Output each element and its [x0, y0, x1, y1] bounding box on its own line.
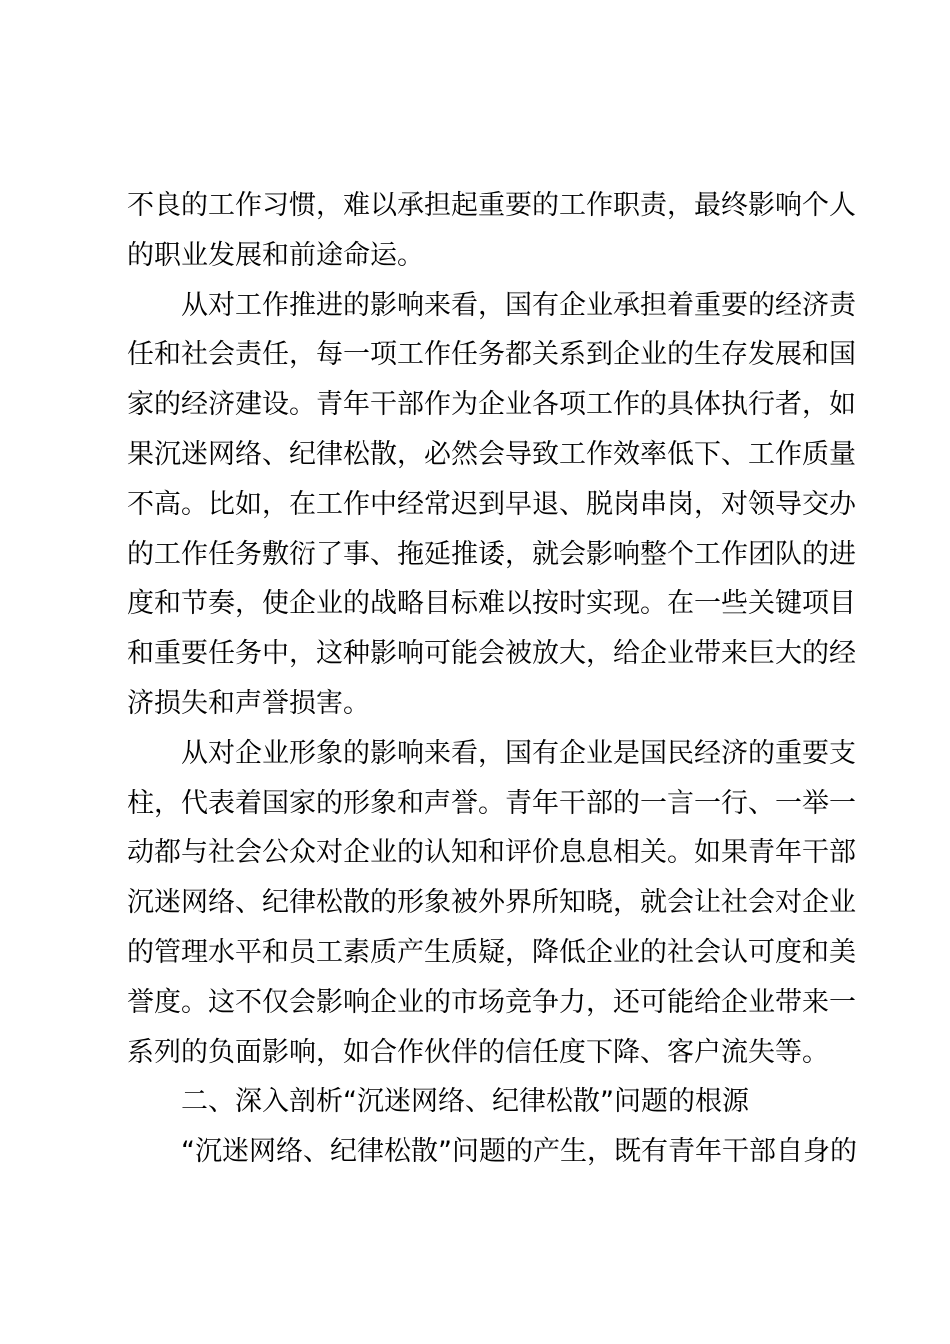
paragraph-line: 济损失和声誉损害。: [127, 687, 370, 719]
document-body: [127, 181, 857, 1177]
paragraph-line: 果沉迷网络、纪律松散，必然会导致工作效率低下、工作质量: [127, 438, 856, 470]
paragraph-line: 家的经济建设。青年干部作为企业各项工作的具体执行者，如: [127, 389, 856, 421]
paragraph-line: 誉度。这不仅会影响企业的市场竞争力，还可能给企业带来一: [127, 986, 856, 1018]
paragraph-line: 的管理水平和员工素质产生质疑，降低企业的社会认可度和美: [127, 936, 856, 968]
paragraph-3: [127, 729, 856, 1078]
section-heading: [127, 1077, 837, 1127]
paragraph-line: 柱，代表着国家的形象和声誉。青年干部的一言一行、一举一: [127, 787, 856, 819]
paragraph-line: 度和节奏，使企业的战略目标难以按时实现。在一些关键项目: [127, 588, 856, 620]
paragraph-line: 沉迷网络、纪律松散的形象被外界所知晓，就会让社会对企业: [127, 887, 856, 919]
paragraph-line: 从对企业形象的影响来看，国有企业是国民经济的重要支: [181, 737, 856, 769]
paragraph-1: [127, 181, 856, 281]
paragraph-line: 从对工作推进的影响来看，国有企业承担着重要的经济责: [181, 289, 856, 321]
paragraph-line: 的工作任务敷衍了事、拖延推诿，就会影响整个工作团队的进: [127, 538, 856, 570]
paragraph-line: 的职业发展和前途命运。: [127, 239, 424, 271]
paragraph-2: [127, 281, 856, 729]
paragraph-line: 任和社会责任，每一项工作任务都关系到企业的生存发展和国: [127, 339, 856, 371]
heading-line: 二、深入剖析“沉迷网络、纪律松散”问题的根源: [181, 1086, 749, 1118]
paragraph-line: “沉迷网络、纪律松散”问题的产生，既有青年干部自身的: [181, 1136, 857, 1168]
paragraph-line: 和重要任务中，这种影响可能会被放大，给企业带来巨大的经: [127, 638, 856, 670]
paragraph-line: 不良的工作习惯，难以承担起重要的工作职责，最终影响个人: [127, 190, 856, 221]
paragraph-line: 系列的负面影响，如合作伙伴的信任度下降、客户流失等。: [127, 1036, 829, 1068]
paragraph-4: [127, 1127, 857, 1177]
paragraph-line: 不高。比如，在工作中经常迟到早退、脱岗串岗，对领导交办: [127, 488, 856, 520]
paragraph-line: 动都与社会公众对企业的认知和评价息息相关。如果青年干部: [127, 837, 856, 869]
